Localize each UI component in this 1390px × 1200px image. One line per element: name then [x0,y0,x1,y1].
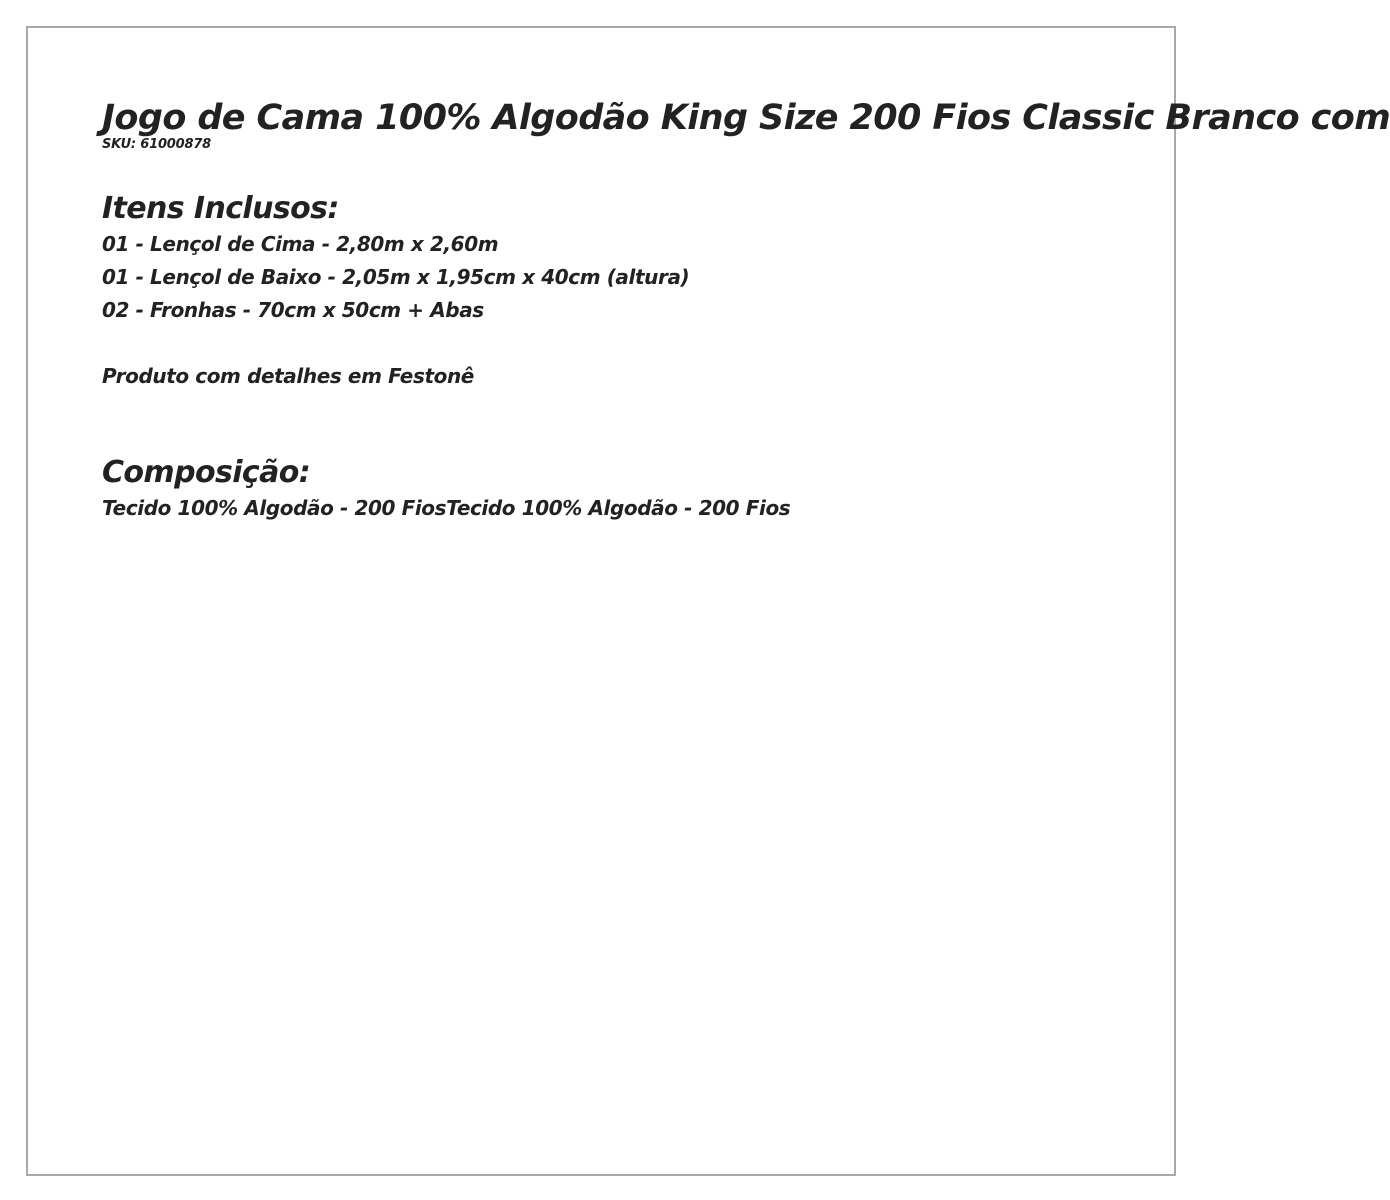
product-title: Jogo de Cama 100% Algodão King Size 200 Fios Classic Branco com [102,98,1390,138]
product-sheet-frame [26,26,1390,1176]
product-note: Produto com detalhes em Festonê [102,364,474,388]
items-heading: Itens Inclusos: [102,191,339,226]
composition-heading: Composição: [102,455,311,490]
included-item: 01 - Lençol de Cima - 2,80m x 2,60m [102,232,499,256]
product-sku: SKU: 61000878 [102,137,212,152]
composition-text: Tecido 100% Algodão - 200 FiosTecido 100% Algodão - 200 Fios [102,496,791,520]
included-item: 01 - Lençol de Baixo - 2,05m x 1,95cm x 40cm (altura) [102,265,690,289]
included-item: 02 - Fronhas - 70cm x 50cm + Abas [102,298,484,322]
